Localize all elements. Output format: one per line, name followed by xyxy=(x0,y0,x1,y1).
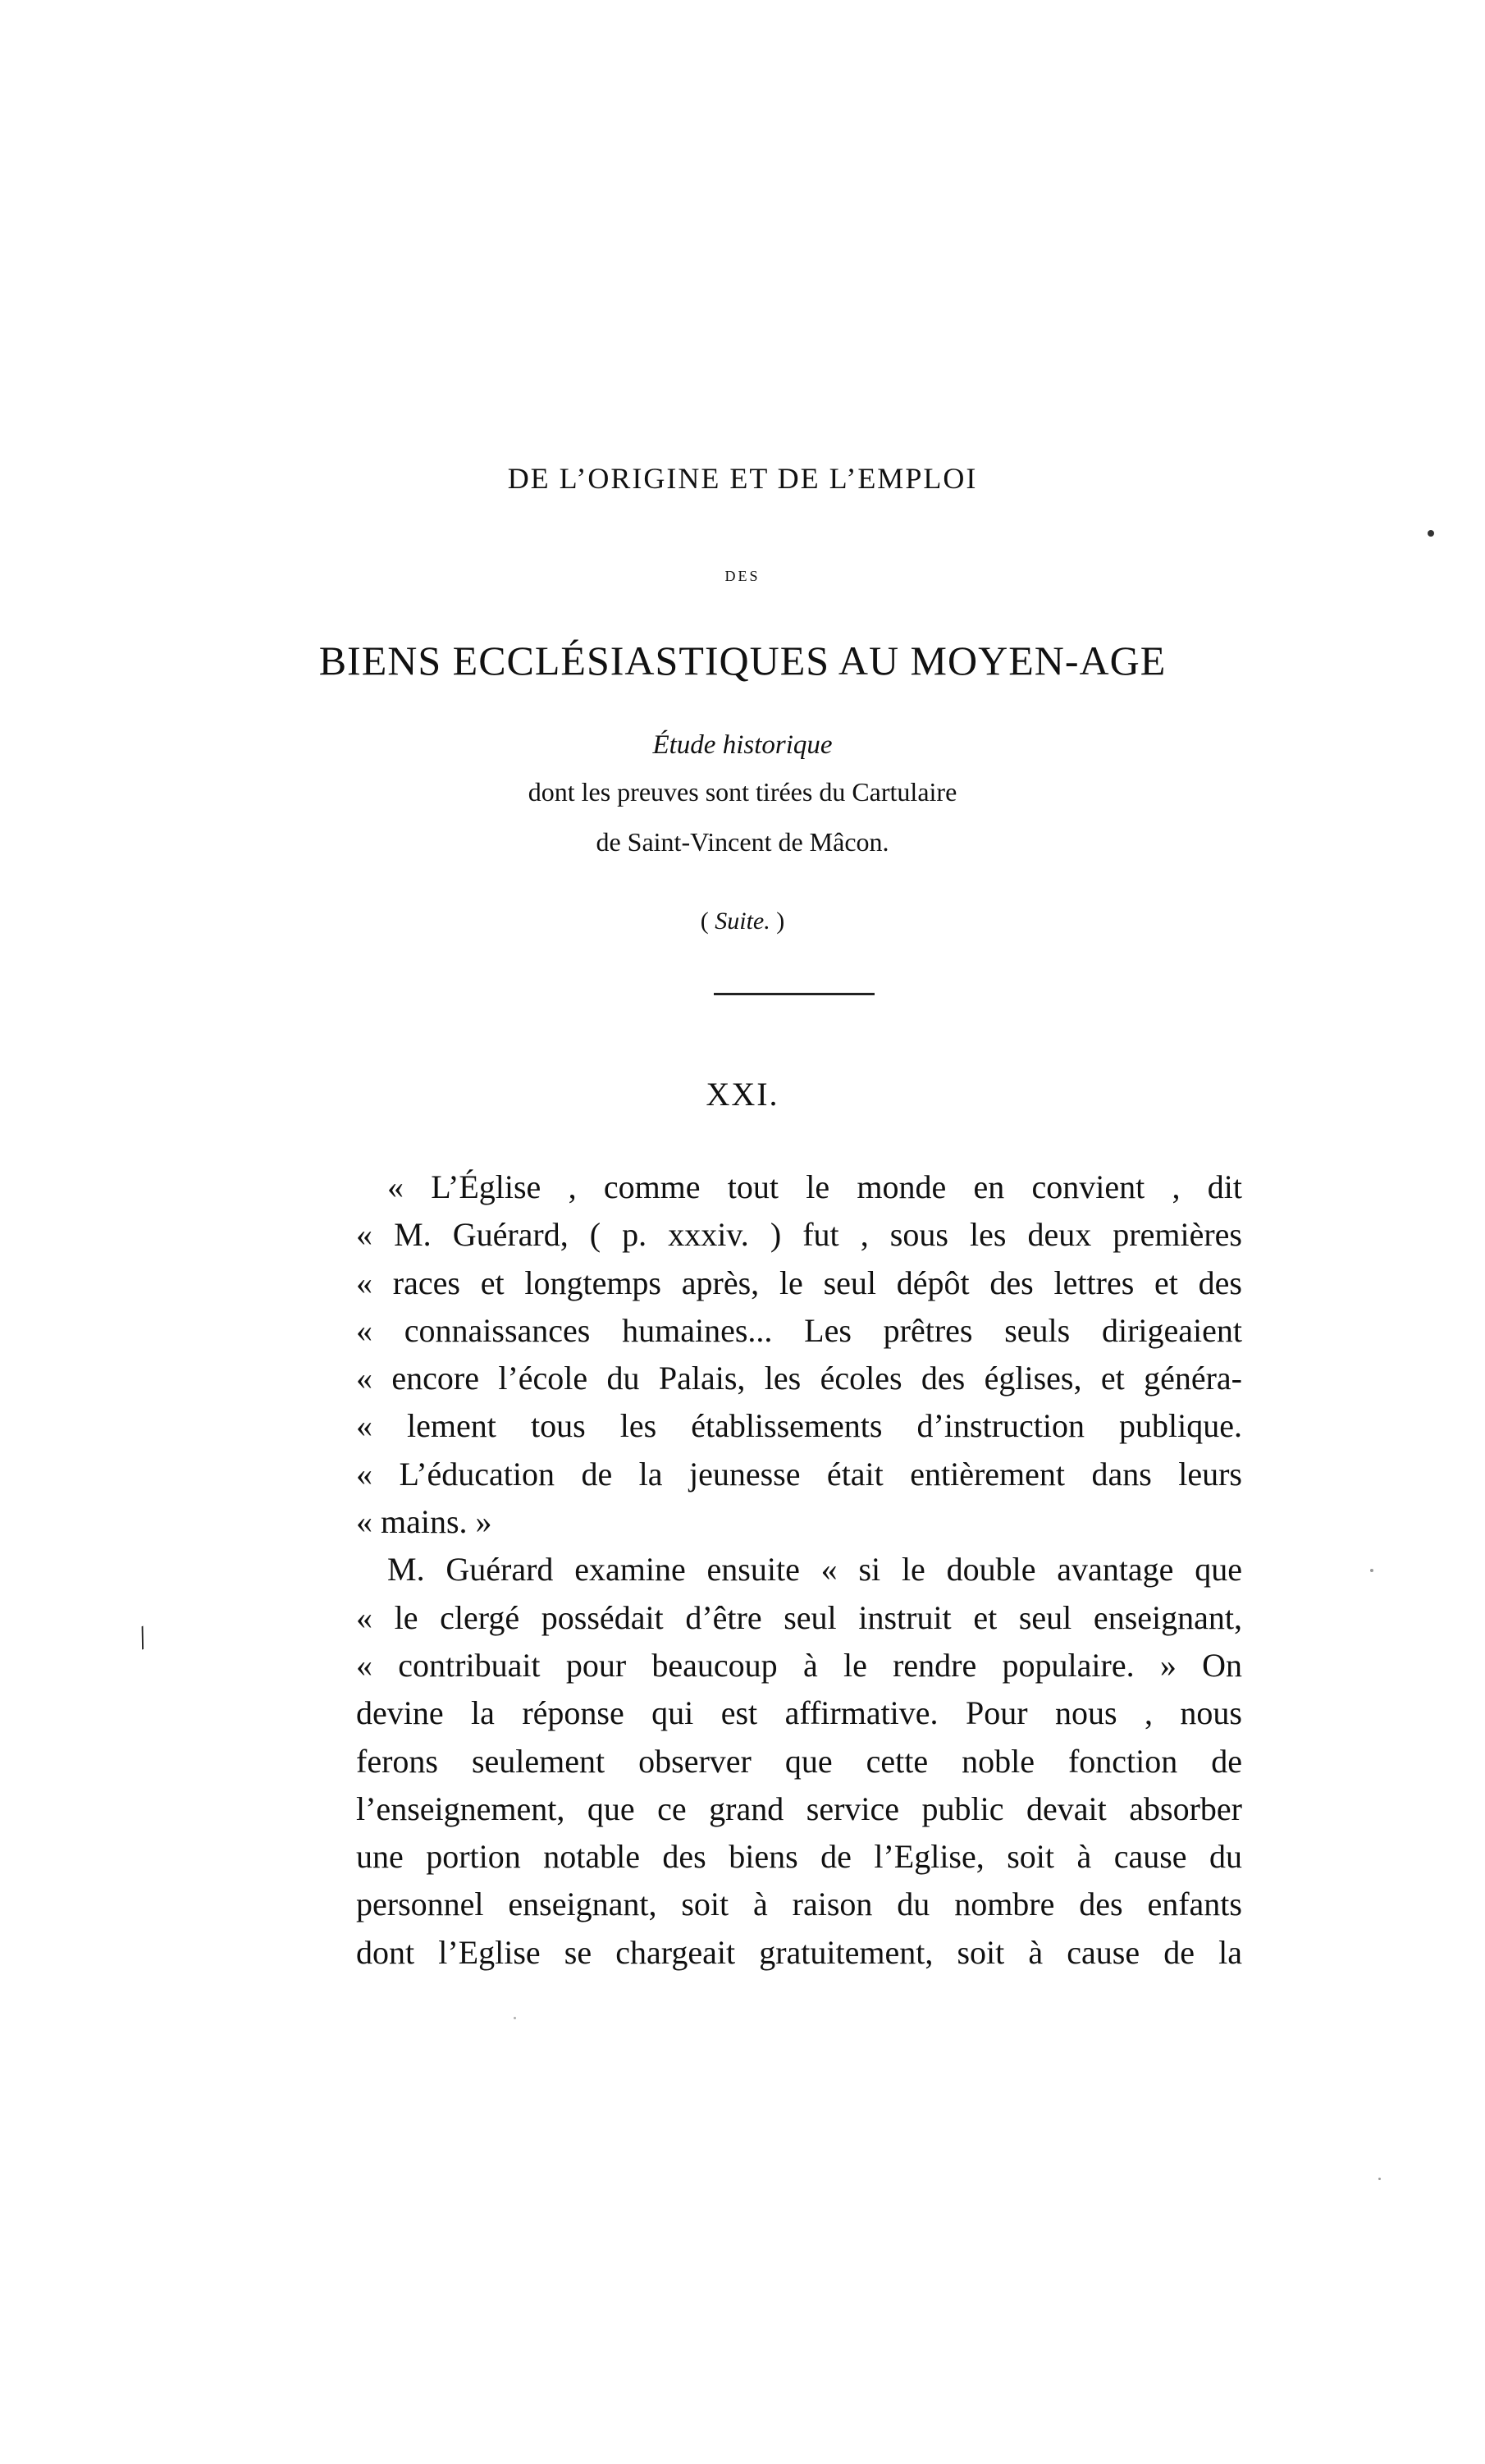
body-line: « encore l’école du Palais, les écoles des églises, et généra- xyxy=(356,1360,1242,1397)
section-divider xyxy=(714,993,875,995)
body-line: « connaissances humaines... Les prêtres seuls dirigeaient xyxy=(356,1311,1242,1349)
body-line: « L’éducation de la jeunesse était entièrement dans leurs xyxy=(356,1455,1242,1493)
subtitle-line-3: de Saint-Vincent de Mâcon. xyxy=(596,827,889,857)
body-line: ferons seulement observer que cette noble fonction de xyxy=(356,1742,1242,1780)
main-title: BIENS ECCLÉSIASTIQUES AU MOYEN-AGE xyxy=(318,638,1167,683)
title-des: DES xyxy=(724,568,761,584)
suite-open: ( xyxy=(700,907,715,935)
body-line: « L’Église , comme tout le monde en convient , dit xyxy=(387,1168,1242,1205)
body-line: « races et longtemps après, le seul dépôt des lettres et des xyxy=(356,1264,1242,1301)
subtitle-line-2: dont les preuves sont tirées du Cartulaire xyxy=(528,777,957,807)
body-line: « lement tous les établissements d’instruction publique. xyxy=(356,1407,1242,1445)
ink-speck xyxy=(1378,2178,1381,2180)
suite-word: Suite. xyxy=(715,907,770,935)
suite-note xyxy=(0,907,1485,935)
body-line: « le clergé possédait d’être seul instruit et seul enseignant, xyxy=(356,1598,1242,1636)
margin-mark: / xyxy=(131,1618,153,1657)
body-line: devine la réponse qui est affirmative. Pour nous , nous xyxy=(356,1694,1242,1732)
ink-speck xyxy=(1370,1569,1373,1572)
body-line: « contribuait pour beaucoup à le rendre populaire. » On xyxy=(356,1646,1242,1684)
body-line: « mains. » xyxy=(356,1503,492,1541)
body-line: « M. Guérard, ( p. xxxiv. ) fut , sous les deux premières xyxy=(356,1216,1242,1254)
ink-speck xyxy=(1428,530,1434,537)
body-line: l’enseignement, que ce grand service public devait absorber xyxy=(356,1790,1242,1827)
body-line: dont l’Eglise se chargeait gratuitement, soit à cause de la xyxy=(356,1933,1242,1971)
body-line: personnel enseignant, soit à raison du nombre des enfants xyxy=(356,1886,1242,1923)
suite-close: ) xyxy=(770,907,785,935)
body-line: M. Guérard examine ensuite « si le double avantage que xyxy=(387,1551,1242,1589)
section-number: XXI. xyxy=(706,1076,779,1113)
subtitle-line-1: Étude historique xyxy=(652,730,833,760)
body-line: une portion notable des biens de l’Eglise, soit à cause du xyxy=(356,1838,1242,1876)
ink-speck xyxy=(514,2017,516,2019)
title-top: DE L’ORIGINE ET DE L’EMPLOI xyxy=(507,462,978,495)
body-text xyxy=(356,1163,1242,1977)
